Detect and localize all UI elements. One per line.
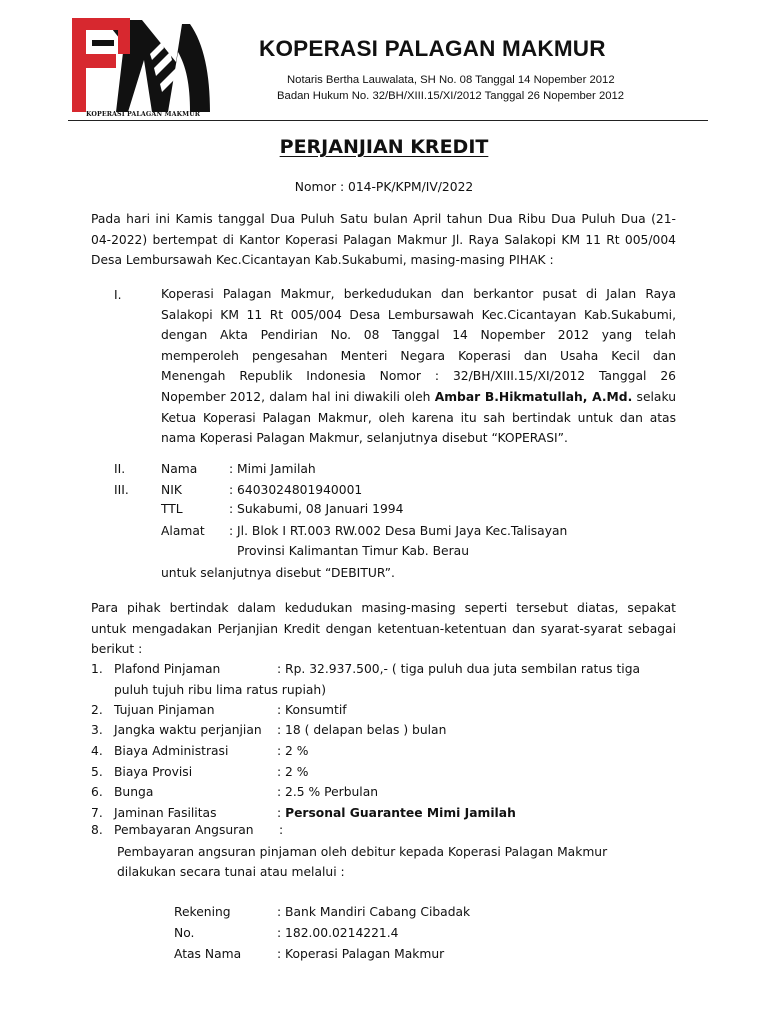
bank-label-no: No.: [174, 926, 195, 940]
term-value-continued: puluh tujuh ribu lima ratus rupiah): [114, 683, 326, 697]
bank-label-rekening: Rekening: [174, 905, 231, 919]
party-1-line: Ketua Koperasi Palagan Makmur, oleh karena itu sah bertindak untuk dan atas: [161, 410, 676, 425]
organization-name: KOPERASI PALAGAN MAKMUR: [259, 36, 606, 61]
debtor-closing: untuk selanjutnya disebut “DEBITUR”.: [161, 566, 395, 580]
term-label: Biaya Administrasi: [114, 744, 229, 758]
document-title: [0, 136, 768, 158]
agreement-intro: [91, 598, 676, 660]
agreement-intro-line: untuk mengadakan Perjanjian Kredit dengan ketentuan-ketentuan dan syarat-syarat sebagai: [91, 621, 676, 636]
term-label: Jaminan Fasilitas: [114, 806, 217, 820]
term-value: [277, 804, 516, 822]
agreement-intro-line: Para pihak bertindak dalam kedudukan masing-masing seperti tersebut diatas, sepakat: [91, 601, 676, 615]
bank-label-atas-nama: Atas Nama: [174, 947, 242, 961]
logo-caption: KOPERASI PALAGAN MAKMUR: [86, 111, 201, 118]
term-value: : 2 %: [277, 744, 309, 758]
payment-text: dilakukan secara tunai atau melalui :: [117, 865, 345, 879]
header-divider: [68, 120, 708, 121]
party-1-line: Menengah Republik Indonesia Nomor : 32/BH/XIII.15/XI/2012 Tanggal 26: [161, 369, 676, 384]
debtor-value-nama: : Mimi Jamilah: [229, 462, 316, 476]
term-label: Pembayaran Angsuran: [114, 823, 254, 837]
party-3-numeral: III.: [114, 483, 129, 497]
debtor-label-ttl: TTL: [161, 502, 183, 516]
debtor-label-nama: Nama: [161, 462, 198, 476]
guarantee-value: Personal Guarantee Mimi Jamilah: [285, 806, 516, 820]
party-2-numeral: II.: [114, 462, 126, 476]
party-1-line: nama Koperasi Palagan Makmur, selanjutnya disebut “KOPERASI”.: [161, 431, 568, 446]
term-label: Biaya Provisi: [114, 765, 193, 779]
party-1-numeral: I.: [114, 288, 122, 302]
term-label: Bunga: [114, 785, 154, 799]
document-number: Nomor : 014-PK/KPM/IV/2022: [294, 180, 474, 194]
party-1-text: selaku: [632, 389, 676, 404]
term-number: 8.: [91, 823, 103, 837]
term-number: 4.: [91, 744, 103, 758]
party-1-line: [161, 387, 676, 408]
badan-hukum-line: Badan Hukum No. 32/BH/XIII.15/XI/2012 Tanggal 26 Nopember 2012: [277, 90, 625, 102]
party-1-line: dengan Akta Pendirian No. 08 Tanggal 14 Nopember 2012 yang telah: [161, 328, 676, 343]
term-label: Tujuan Pinjaman: [114, 703, 215, 717]
bank-value-atas-nama: : Koperasi Palagan Makmur: [277, 947, 445, 961]
term-value: : 18 ( delapan belas ) bulan: [277, 723, 447, 737]
term-number: 7.: [91, 806, 103, 820]
term-number: 2.: [91, 703, 103, 717]
term-number: 6.: [91, 785, 103, 799]
bank-value-rekening: : Bank Mandiri Cabang Cibadak: [277, 905, 471, 919]
debtor-value-nik: : 6403024801940001: [229, 483, 363, 497]
term-number: 3.: [91, 723, 103, 737]
bank-value-no: : 182.00.0214221.4: [277, 926, 399, 940]
cooperative-logo: [64, 14, 212, 122]
party-1-line: memperoleh pengesahan Menteri Negara Koperasi dan Usaha Kecil dan: [161, 348, 676, 363]
term-value: : Konsumtif: [277, 703, 347, 717]
term-value: : Rp. 32.937.500,- ( tiga puluh dua juta sembilan ratus tiga: [277, 662, 641, 676]
debtor-value-ttl: : Sukabumi, 08 Januari 1994: [229, 502, 404, 516]
term-number: 1.: [91, 662, 103, 676]
debtor-label-nik: NIK: [161, 483, 182, 497]
term-value: :: [279, 823, 284, 837]
payment-text: Pembayaran angsuran pinjaman oleh debitur kepada Koperasi Palagan Makmur: [117, 845, 608, 859]
party-1-paragraph: [161, 284, 676, 449]
debtor-label-alamat: Alamat: [161, 524, 205, 538]
term-value: : 2 %: [277, 765, 309, 779]
term-value: : 2.5 % Perbulan: [277, 785, 379, 799]
intro-paragraph: [91, 209, 676, 271]
party-1-text: Nopember 2012, dalam hal ini diwakili oleh: [161, 389, 435, 404]
intro-line: Desa Lembursawah Kec.Cicantayan Kab.Sukabumi, masing-masing PIHAK :: [91, 253, 554, 267]
party-1-line: Salakopi KM 11 Rt 005/004 Desa Lembursawah Kec.Cicantayan Kab.Sukabumi,: [161, 307, 676, 322]
term-label: Jangka waktu perjanjian: [114, 723, 262, 737]
term-label: Plafond Pinjaman: [114, 662, 221, 676]
intro-line: Pada hari ini Kamis tanggal Dua Puluh Satu bulan April tahun Dua Ribu Dua Puluh Dua (21-: [91, 212, 676, 226]
agreement-intro-line: berikut :: [91, 642, 143, 656]
party-1-line: Koperasi Palagan Makmur, berkedudukan dan berkantor pusat di Jalan Raya: [161, 287, 676, 301]
debtor-value-alamat: : Jl. Blok I RT.003 RW.002 Desa Bumi Jaya Kec.Talisayan: [229, 524, 568, 538]
intro-line: 04-2022) bertempat di Kantor Koperasi Palagan Makmur Jl. Raya Salakopi KM 11 Rt 005/004: [91, 232, 676, 247]
term-value-colon: :: [277, 806, 286, 820]
term-number: 5.: [91, 765, 103, 779]
representative-name: Ambar B.Hikmatullah, A.Md.: [434, 389, 633, 404]
notaris-line: Notaris Bertha Lauwalata, SH No. 08 Tanggal 14 Nopember 2012: [287, 74, 615, 86]
debtor-address-continued: Provinsi Kalimantan Timur Kab. Berau: [237, 544, 469, 558]
document-title-text: PERJANJIAN KREDIT: [279, 136, 489, 158]
